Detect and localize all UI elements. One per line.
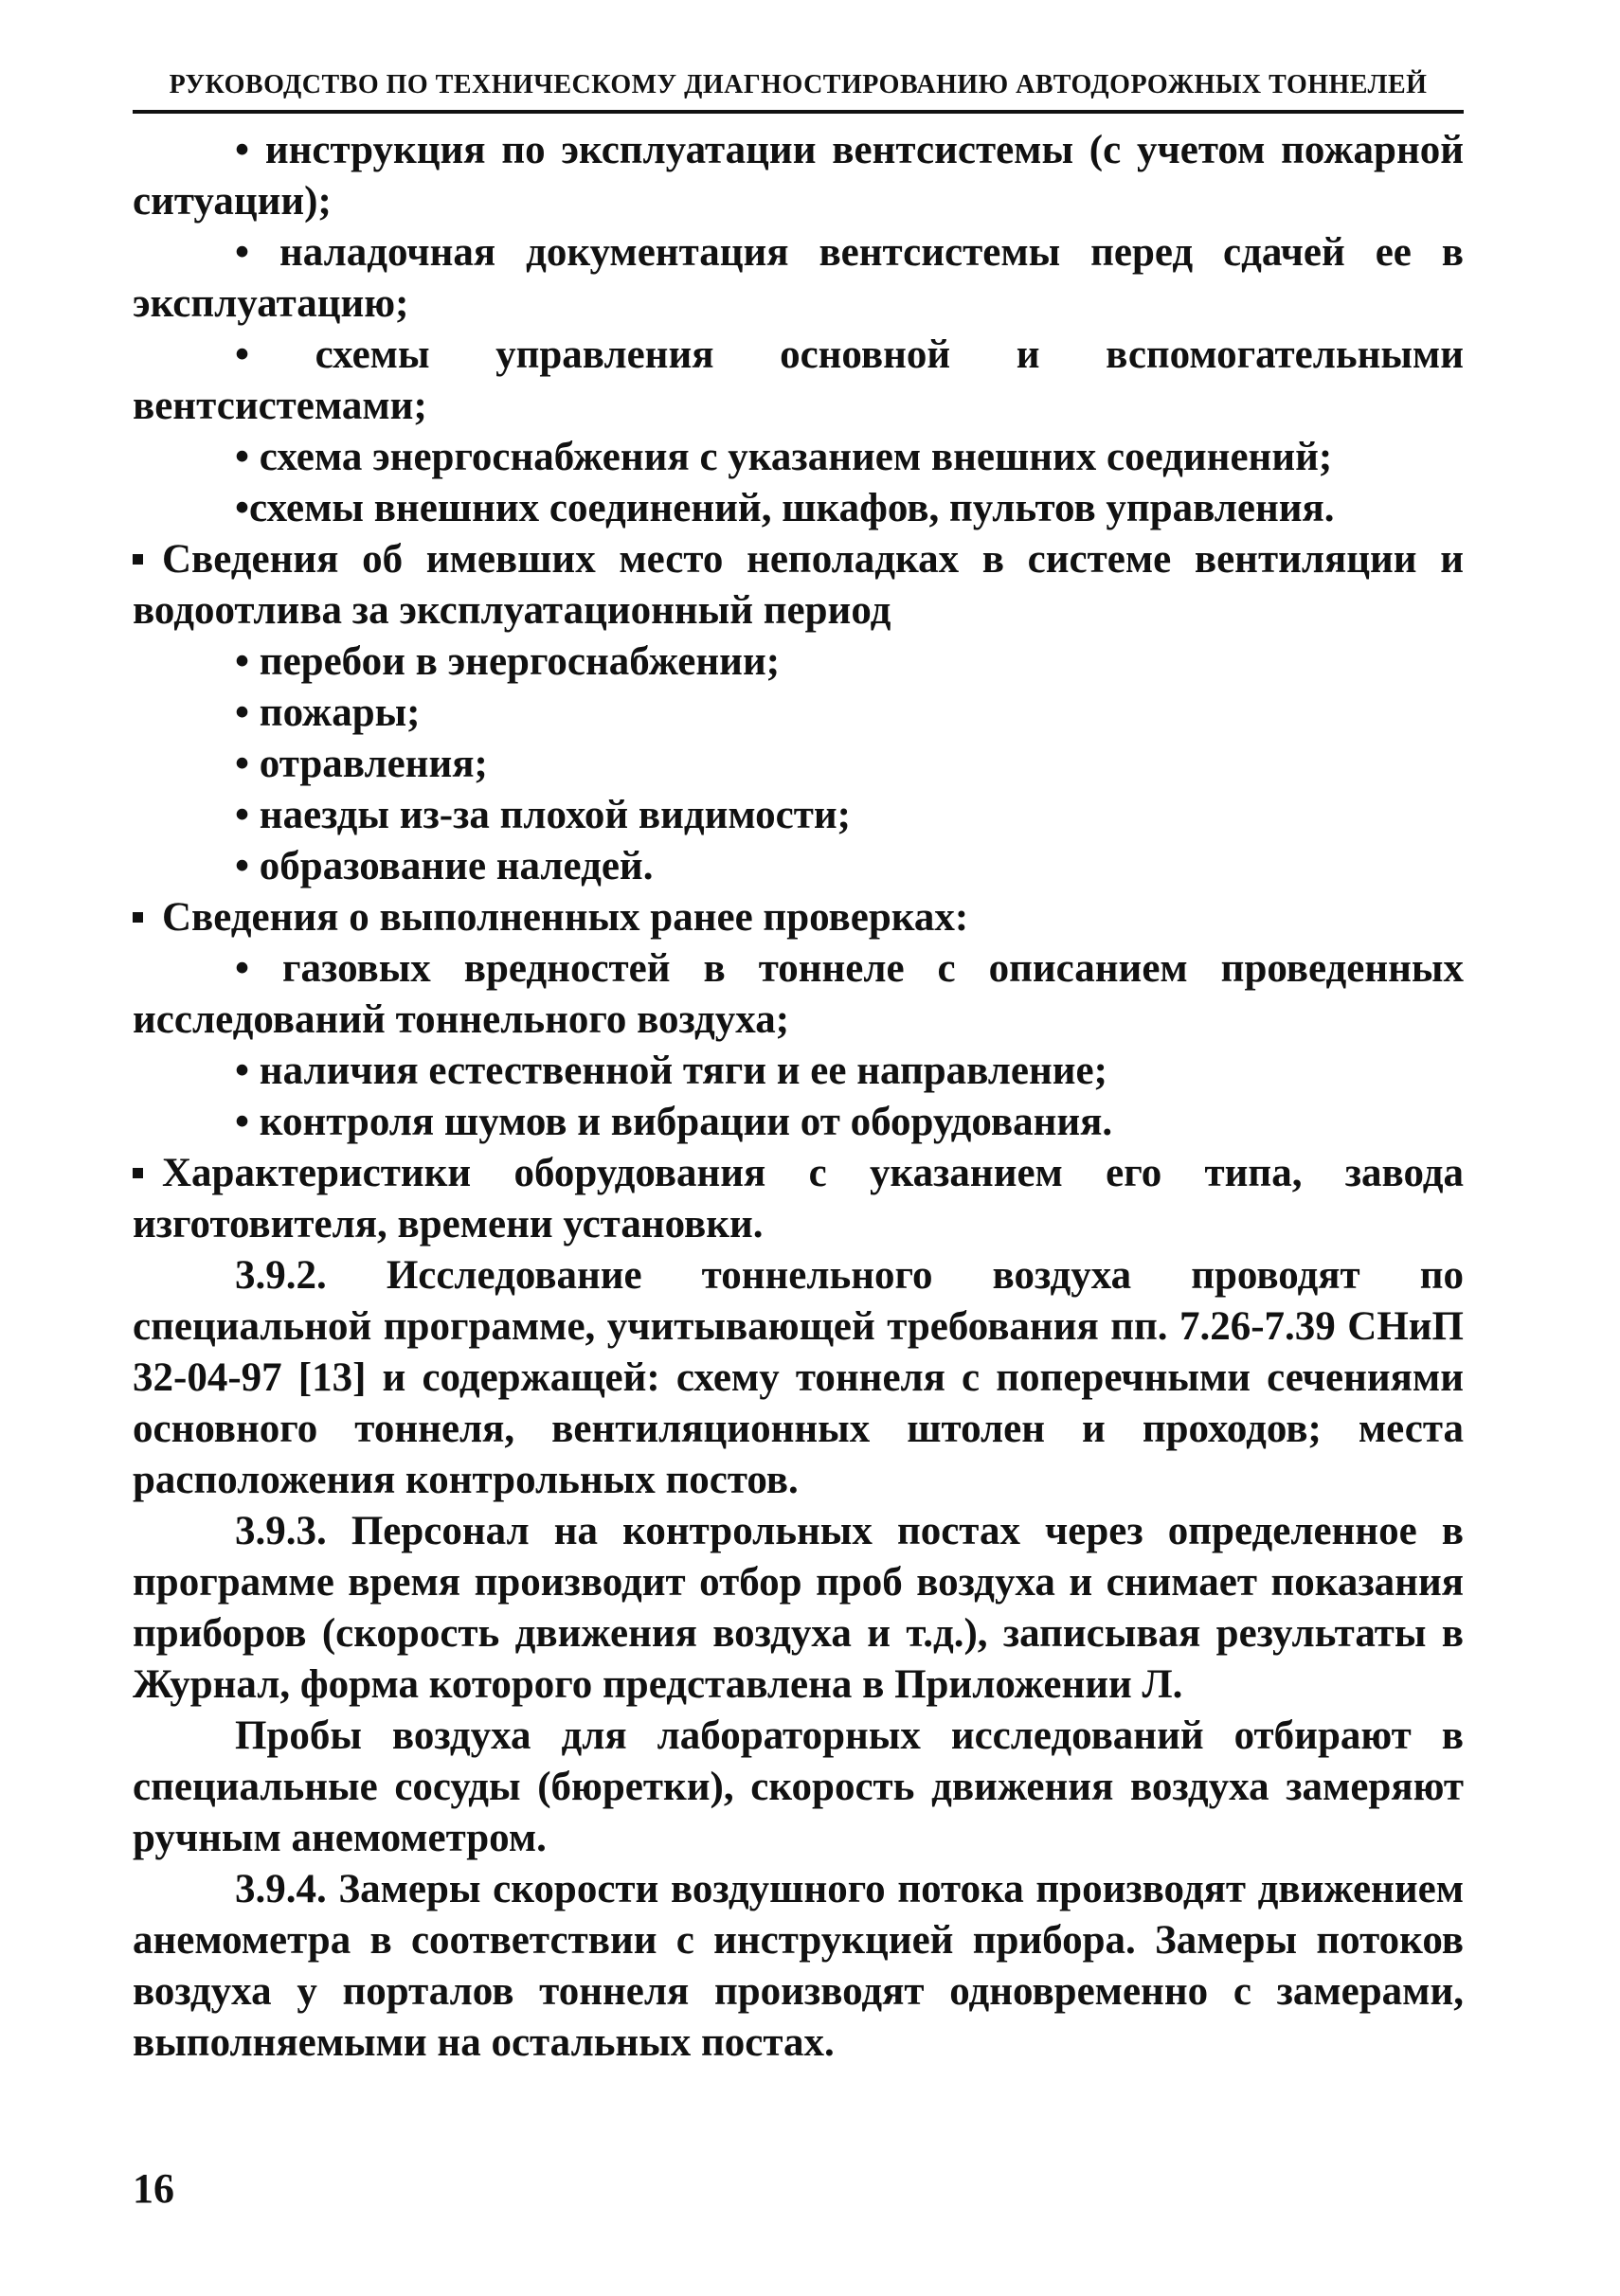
square-bullet-icon <box>133 554 143 565</box>
list-item: • наладочная документация вентсистемы перед сдачей ее в эксплуатацию; <box>133 230 1464 326</box>
list-item: • контроля шумов и вибрации от оборудования. <box>235 1100 1113 1144</box>
list-item: • пожары; <box>235 691 421 735</box>
section-item <box>133 1148 1464 1250</box>
list-item: • наезды из-за плохой видимости; <box>235 793 851 837</box>
section-item-text: Сведения об имевших место неполадках в системе вентиляции и водоотлива за эксплуатационный период <box>133 537 1464 633</box>
paragraph: 3.9.4. Замеры скорости воздушного потока производят движением анемометра в соответствии с инструкцией прибора. Замеры потоков воздуха у порталов тоннеля производят одновременно с замерами, выполняемыми на остальных постах. <box>133 1867 1464 2065</box>
section-item <box>133 892 1464 943</box>
list-item: • отравления; <box>235 742 488 786</box>
list-item: • образование наледей. <box>235 844 654 888</box>
list-item: • инструкция по эксплуатации вентсистемы (с учетом пожарной ситуации); <box>133 128 1464 224</box>
list-item: • наличия естественной тяги и ее направление; <box>235 1049 1107 1093</box>
square-bullet-icon <box>133 912 143 923</box>
list-item: •схемы внешних соединений, шкафов, пультов управления. <box>235 486 1335 530</box>
list-item: • схемы управления основной и вспомогательными вентсистемами; <box>133 332 1464 428</box>
header-rule <box>133 110 1464 114</box>
list-item: • газовых вредностей в тоннеле с описанием проведенных исследований тоннельного воздуха; <box>133 946 1464 1042</box>
paragraph: Пробы воздуха для лабораторных исследований отбирают в специальные сосуды (бюретки), скорость движения воздуха замеряют ручным анемометром. <box>133 1713 1464 1860</box>
square-bullet-icon <box>133 1168 143 1178</box>
list-item: • схема энергоснабжения с указанием внешних соединений; <box>235 435 1333 479</box>
section-item <box>133 534 1464 637</box>
section-item-text: Сведения о выполненных ранее проверках: <box>162 895 969 940</box>
paragraph: 3.9.3. Персонал на контрольных постах через определенное в программе время производит отбор проб воздуха и снимает показания приборов (скорость движения воздуха и т.д.), записывая результаты в Журнал, форма которого представлена в Приложении Л. <box>133 1509 1464 1707</box>
list-item: • перебои в энергоснабжении; <box>235 639 781 684</box>
paragraph: 3.9.2. Исследование тоннельного воздуха проводят по специальной программе, учитывающей требования пп. 7.26-7.39 СНиП 32-04-97 [13] и содержащей: схему тоннеля с поперечными сечениями основного тоннеля, вентиляционных штолен и проходов; места расположения контрольных постов. <box>133 1253 1464 1502</box>
page-number: 16 <box>133 2165 174 2212</box>
document-page <box>133 66 1464 2245</box>
section-item-text: Характеристики оборудования с указанием его типа, завода изготовителя, времени установки. <box>133 1151 1464 1247</box>
running-header: РУКОВОДСТВО ПО ТЕХНИЧЕСКОМУ ДИАГНОСТИРОВАНИЮ АВТОДОРОЖНЫХ ТОННЕЛЕЙ <box>169 70 1428 99</box>
page-body <box>133 125 1464 2069</box>
